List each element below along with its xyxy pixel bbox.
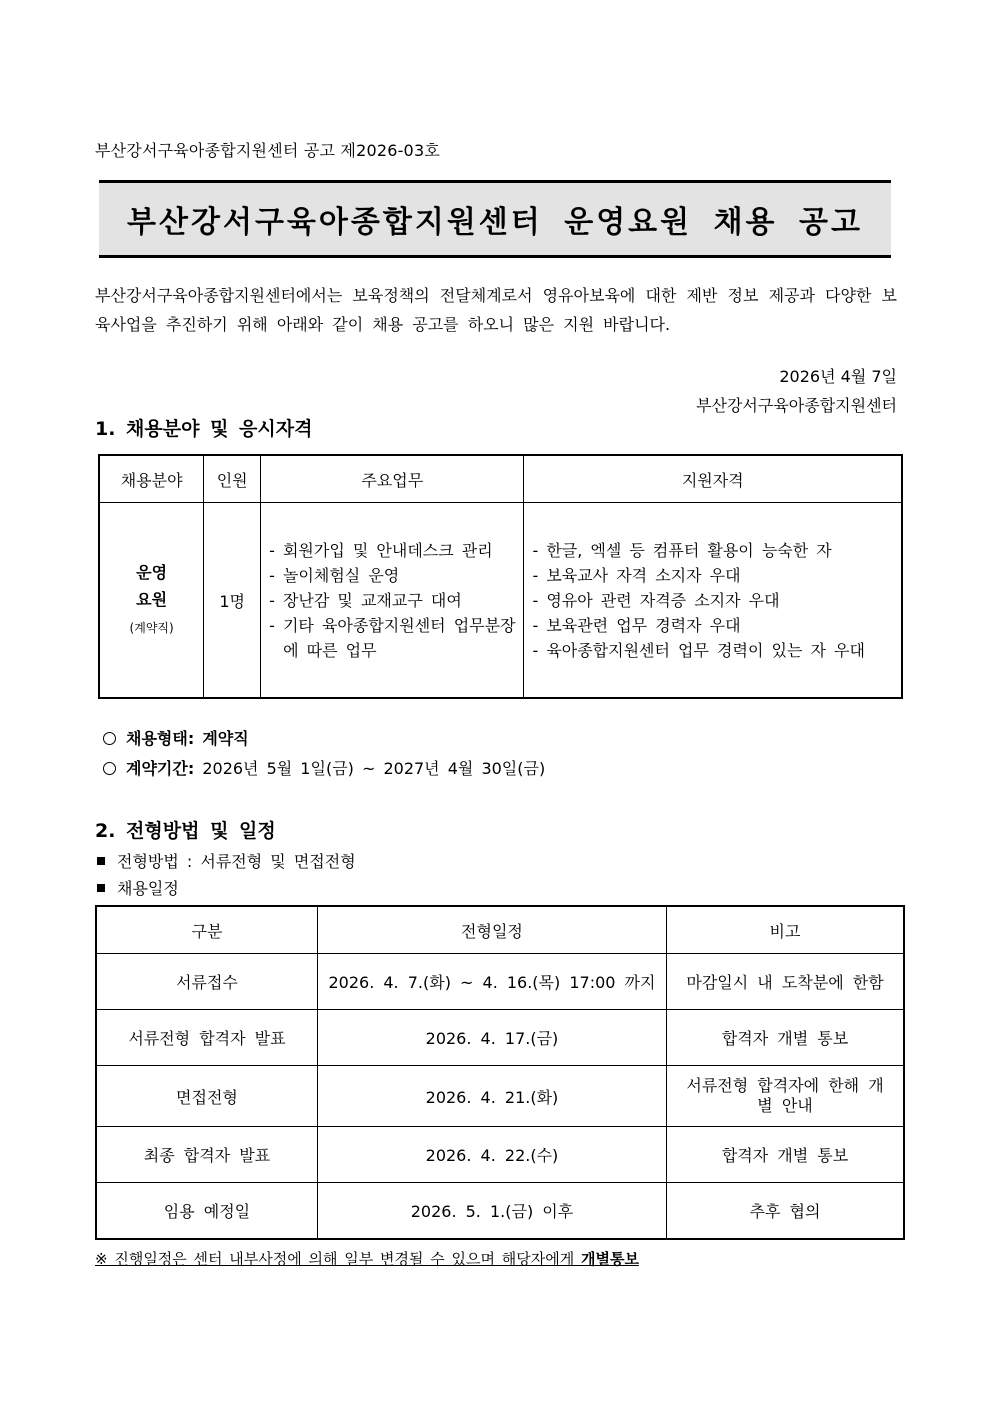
contract-period-label: 계약기간:: [126, 759, 195, 778]
contract-period-value: 2026년 5월 1일(금) ~ 2027년 4월 30일(금): [202, 759, 546, 778]
column-header: 비고: [667, 906, 904, 954]
column-header: 인원: [204, 455, 261, 503]
date-cell: 2026. 4. 17.(금): [317, 1010, 666, 1066]
list-item: - 회원가입 및 안내데스크 관리: [269, 540, 493, 560]
circle-bullet-icon: [103, 732, 116, 745]
list-item: - 놀이체험실 운영: [269, 565, 400, 585]
table-row: [99, 503, 902, 699]
issuing-organization: 부산강서구육아종합지원센터: [696, 396, 897, 415]
page-title: 부산강서구육아종합지원센터 운영요원 채용 공고: [127, 205, 863, 240]
list-item: - 보육관련 업무 경력자 우대: [532, 615, 741, 635]
list-item: - 기타 육아종합지원센터 업무분장에 따른 업무: [269, 615, 516, 660]
list-item: - 육아종합지원센터 업무 경력이 있는 자 우대: [532, 640, 865, 660]
employment-type-label: 채용형태:: [126, 729, 195, 748]
square-bullet-icon: [97, 857, 105, 865]
table-row: [96, 1066, 904, 1127]
list-item: - 한글, 엑셀 등 컴퓨터 활용이 능숙한 자: [532, 540, 832, 560]
column-header: 채용분야: [99, 455, 204, 503]
table-row: [96, 1010, 904, 1066]
job-field-cell: [99, 503, 204, 699]
table-header-row: [99, 455, 902, 503]
contract-period-line: [103, 756, 545, 779]
schedule-label-line: [97, 876, 179, 899]
employment-type-line: [103, 726, 249, 749]
table-row: [96, 1127, 904, 1183]
intro-paragraph: 부산강서구육아종합지원센터에서는 보육정책의 전달체계로서 영유아보육에 대한 제반 정보 제공과 다양한 보육사업을 추진하기 위해 아래와 같이 채용 공고를 하오니 많은 지원 바랍니다.: [95, 286, 897, 334]
duties-cell: [261, 503, 524, 699]
note-cell: 합격자 개별 통보: [667, 1127, 904, 1183]
date-cell: 2026. 5. 1.(금) 이후: [317, 1183, 666, 1239]
date-cell: 2026. 4. 22.(수): [317, 1127, 666, 1183]
schedule-table: [95, 905, 905, 1240]
note-cell: 합격자 개별 통보: [667, 1010, 904, 1066]
qualifications-cell: [524, 503, 902, 699]
list-item: - 영유아 관련 자격증 소지자 우대: [532, 590, 780, 610]
table-row: [96, 954, 904, 1010]
list-item: - 장난감 및 교재교구 대여: [269, 590, 462, 610]
note-cell: 서류전형 합격자에 한해 개별 안내: [667, 1066, 904, 1127]
notice-reference-number: 부산강서구육아종합지원센터 공고 제2026-03호: [95, 141, 440, 160]
table-header-row: [96, 906, 904, 954]
stage-cell: 서류접수: [96, 954, 317, 1010]
schedule-footnote: [95, 1248, 639, 1269]
list-item: - 보육교사 자격 소지자 우대: [532, 565, 741, 585]
section-1-heading: 1. 채용분야 및 응시자격: [95, 418, 313, 440]
date-cell: 2026. 4. 7.(화) ~ 4. 16.(목) 17:00 까지: [317, 954, 666, 1010]
headcount-cell: 1명: [204, 503, 261, 699]
issue-block: [696, 362, 897, 420]
employment-type-value: 계약직: [202, 729, 249, 748]
recruitment-field-table: [98, 454, 903, 699]
job-title-line: 요원: [136, 589, 168, 609]
circle-bullet-icon: [103, 762, 116, 775]
issue-date: 2026년 4월 7일: [779, 367, 897, 386]
date-cell: 2026. 4. 21.(화): [317, 1066, 666, 1127]
column-header: 구분: [96, 906, 317, 954]
stage-cell: 서류전형 합격자 발표: [96, 1010, 317, 1066]
column-header: 지원자격: [524, 455, 902, 503]
footnote-emphasis: 개별통보: [580, 1250, 639, 1268]
job-title-line: 운영: [136, 562, 168, 582]
note-cell: 마감일시 내 도착분에 한함: [667, 954, 904, 1010]
stage-cell: 임용 예정일: [96, 1183, 317, 1239]
section-2-heading: 2. 전형방법 및 일정: [95, 820, 276, 842]
square-bullet-icon: [97, 884, 105, 892]
column-header: 전형일정: [317, 906, 666, 954]
footnote-text: ※ 진행일정은 센터 내부사정에 의해 일부 변경될 수 있으며 해당자에게: [95, 1250, 581, 1268]
note-cell: 추후 협의: [667, 1183, 904, 1239]
column-header: 주요업무: [261, 455, 524, 503]
table-row: [96, 1183, 904, 1239]
contract-note: (계약직): [129, 620, 174, 635]
selection-method-text: 전형방법 : 서류전형 및 면접전형: [117, 852, 356, 871]
stage-cell: 면접전형: [96, 1066, 317, 1127]
schedule-label: 채용일정: [117, 879, 179, 898]
title-banner: [99, 180, 891, 258]
selection-method-line: [97, 849, 356, 872]
stage-cell: 최종 합격자 발표: [96, 1127, 317, 1183]
